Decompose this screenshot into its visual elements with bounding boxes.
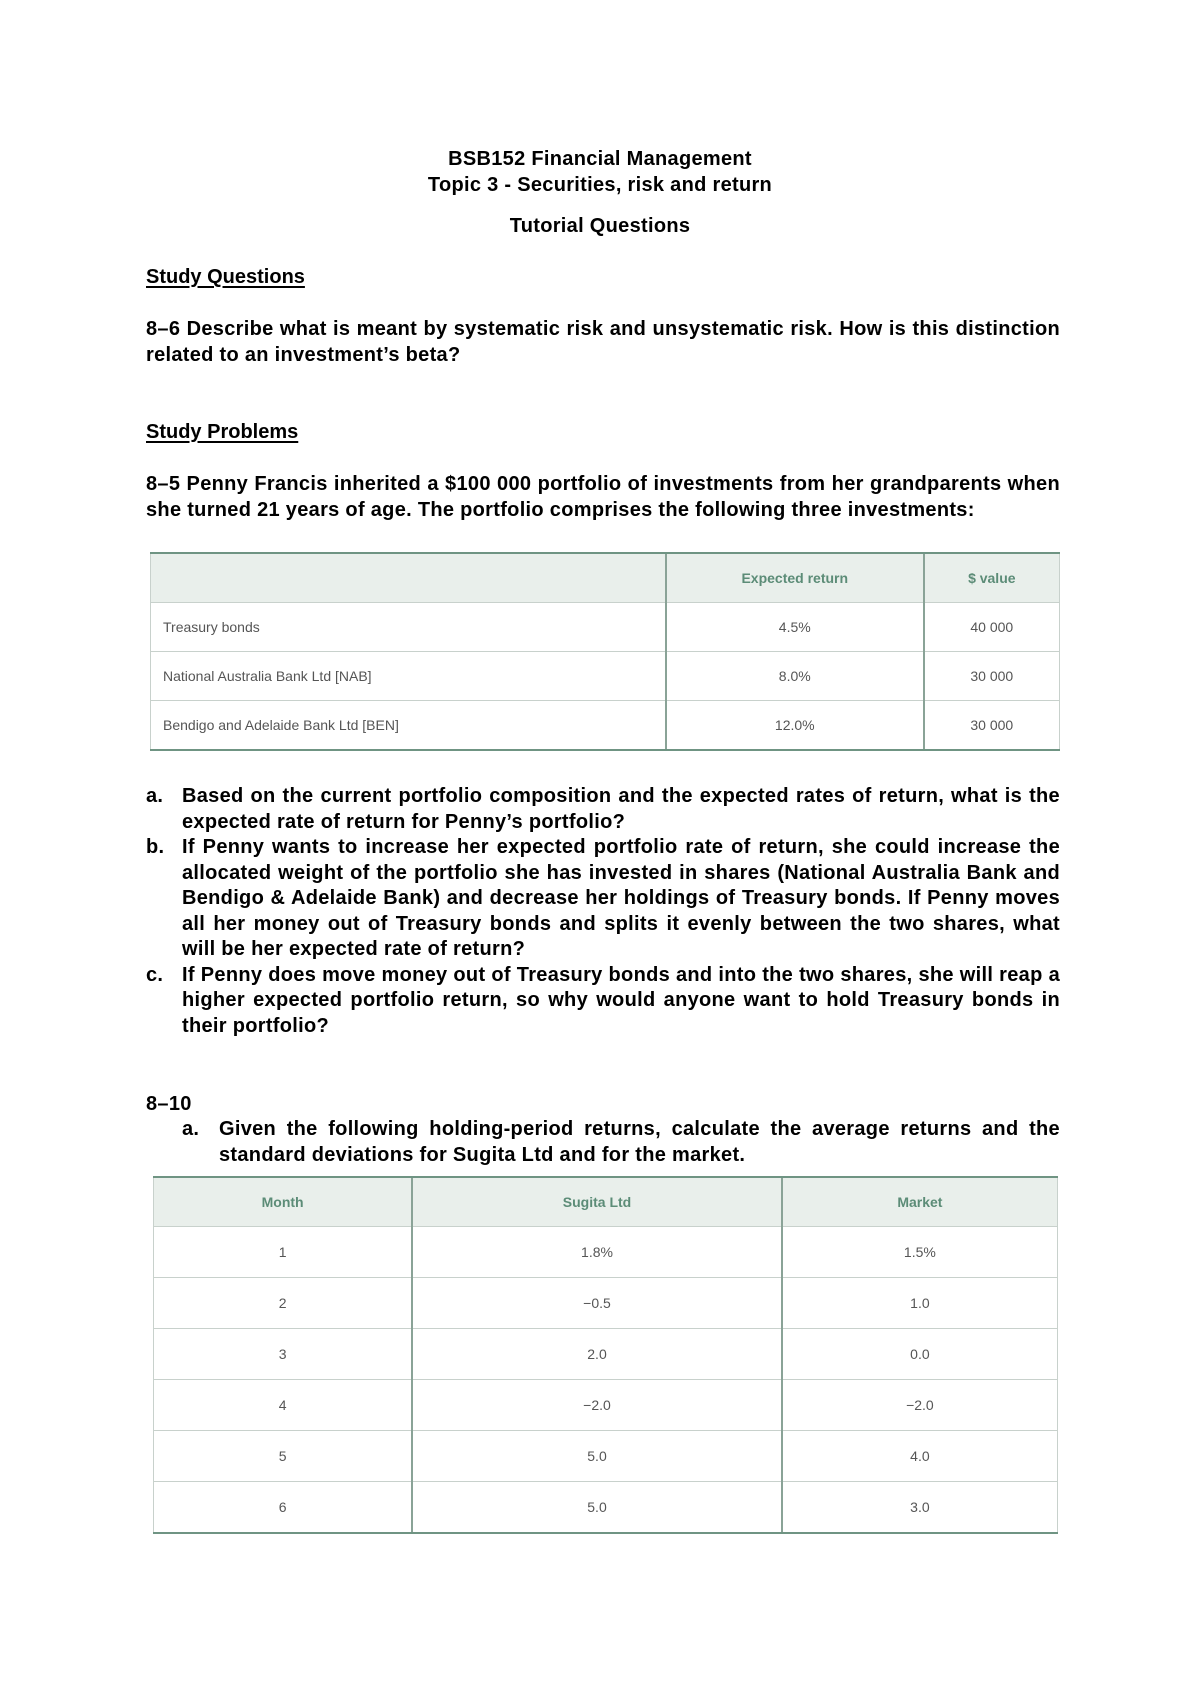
table-row [154,1329,1058,1380]
topic-title: Topic 3 - Securities, risk and return [427,174,773,196]
table-cell: −2.0 [412,1380,782,1431]
question-letter: a. [182,1118,200,1140]
question-letter: b. [146,836,165,858]
table-cell: −0.5 [412,1278,782,1329]
table-cell: 4.0 [782,1431,1058,1482]
table-cell: 1.8% [412,1227,782,1278]
table-cell: 1 [154,1227,413,1278]
column-header: Month [154,1177,413,1227]
table-cell: 6 [154,1482,413,1534]
problem-8-10-number: 8–10 [146,1093,192,1115]
column-header: $ value [924,553,1060,603]
question-text: Given the following holding-period returns, calculate the average returns and the standard deviations for Sugita Ltd and for the market. [219,1118,1060,1166]
table-cell: 5.0 [412,1431,782,1482]
table-row [154,1227,1058,1278]
question-text: If Penny does move money out of Treasury bonds and into the two shares, she will reap a higher expected portfolio return, so why would anyone want to hold Treasury bonds in their portfolio? [182,963,1060,1037]
question-c [146,963,1060,1040]
table-cell: 8.0% [666,652,924,701]
portfolio-table [150,552,1060,751]
table-cell: 1.0 [782,1278,1058,1329]
question-letter: c. [146,963,164,986]
table-row [154,1380,1058,1431]
course-title: BSB152 Financial Management [448,148,752,170]
table-header-row [151,553,1060,603]
table-row [154,1482,1058,1534]
column-header: Market [782,1177,1058,1227]
table-cell: Treasury bonds [151,603,666,652]
table-cell: −2.0 [782,1380,1058,1431]
question-a [146,784,1060,835]
table-cell: National Australia Bank Ltd [NAB] [151,652,666,701]
table-cell: 2 [154,1278,413,1329]
table-cell: 30 000 [924,652,1060,701]
table-cell: 2.0 [412,1329,782,1380]
study-problems-heading: Study Problems [146,421,299,443]
table-cell: 5.0 [412,1482,782,1534]
table-cell: 3.0 [782,1482,1058,1534]
table-row [154,1278,1058,1329]
problem-8-5-questions [146,784,1060,1039]
table-cell: Bendigo and Adelaide Bank Ltd [BEN] [151,701,666,751]
table-row [151,603,1060,652]
question-letter: a. [146,785,164,807]
problem-8-5-intro: 8–5 Penny Francis inherited a $100 000 portfolio of investments from her grandparents when she turned 21 years of age. The portfolio comprises the following three investments: [146,473,1060,521]
table-cell: 4.5% [666,603,924,652]
table-cell: 4 [154,1380,413,1431]
question-8-6: 8–6 Describe what is meant by systematic risk and unsystematic risk. How is this distinction related to an investment’s beta? [146,318,1060,366]
question-text: If Penny wants to increase her expected portfolio rate of return, she could increase the allocated weight of the portfolio she has invested in shares (National Australia Bank and Bendigo & Adelaide Bank) and decrease her holdings of Treasury bonds. If Penny moves all her money out of Treasury bonds and splits it evenly between the two shares, what will be her expected rate of return? [182,836,1060,960]
problem-8-10-question-a [182,1117,1060,1168]
table-header-row [154,1177,1058,1227]
table-cell: 30 000 [924,701,1060,751]
table-row [151,701,1060,751]
table-row [154,1431,1058,1482]
table-cell: 5 [154,1431,413,1482]
table-cell: 0.0 [782,1329,1058,1380]
table-cell: 1.5% [782,1227,1058,1278]
column-header: Expected return [666,553,924,603]
column-header [151,553,666,603]
table-row [151,652,1060,701]
returns-table [153,1176,1058,1534]
table-cell: 40 000 [924,603,1060,652]
document-subtitle: Tutorial Questions [509,215,691,237]
column-header: Sugita Ltd [412,1177,782,1227]
question-b [146,835,1060,963]
study-questions-heading: Study Questions [146,266,305,288]
question-text: Based on the current portfolio composition and the expected rates of return, what is the expected rate of return for Penny’s portfolio? [182,785,1060,833]
table-cell: 12.0% [666,701,924,751]
table-cell: 3 [154,1329,413,1380]
